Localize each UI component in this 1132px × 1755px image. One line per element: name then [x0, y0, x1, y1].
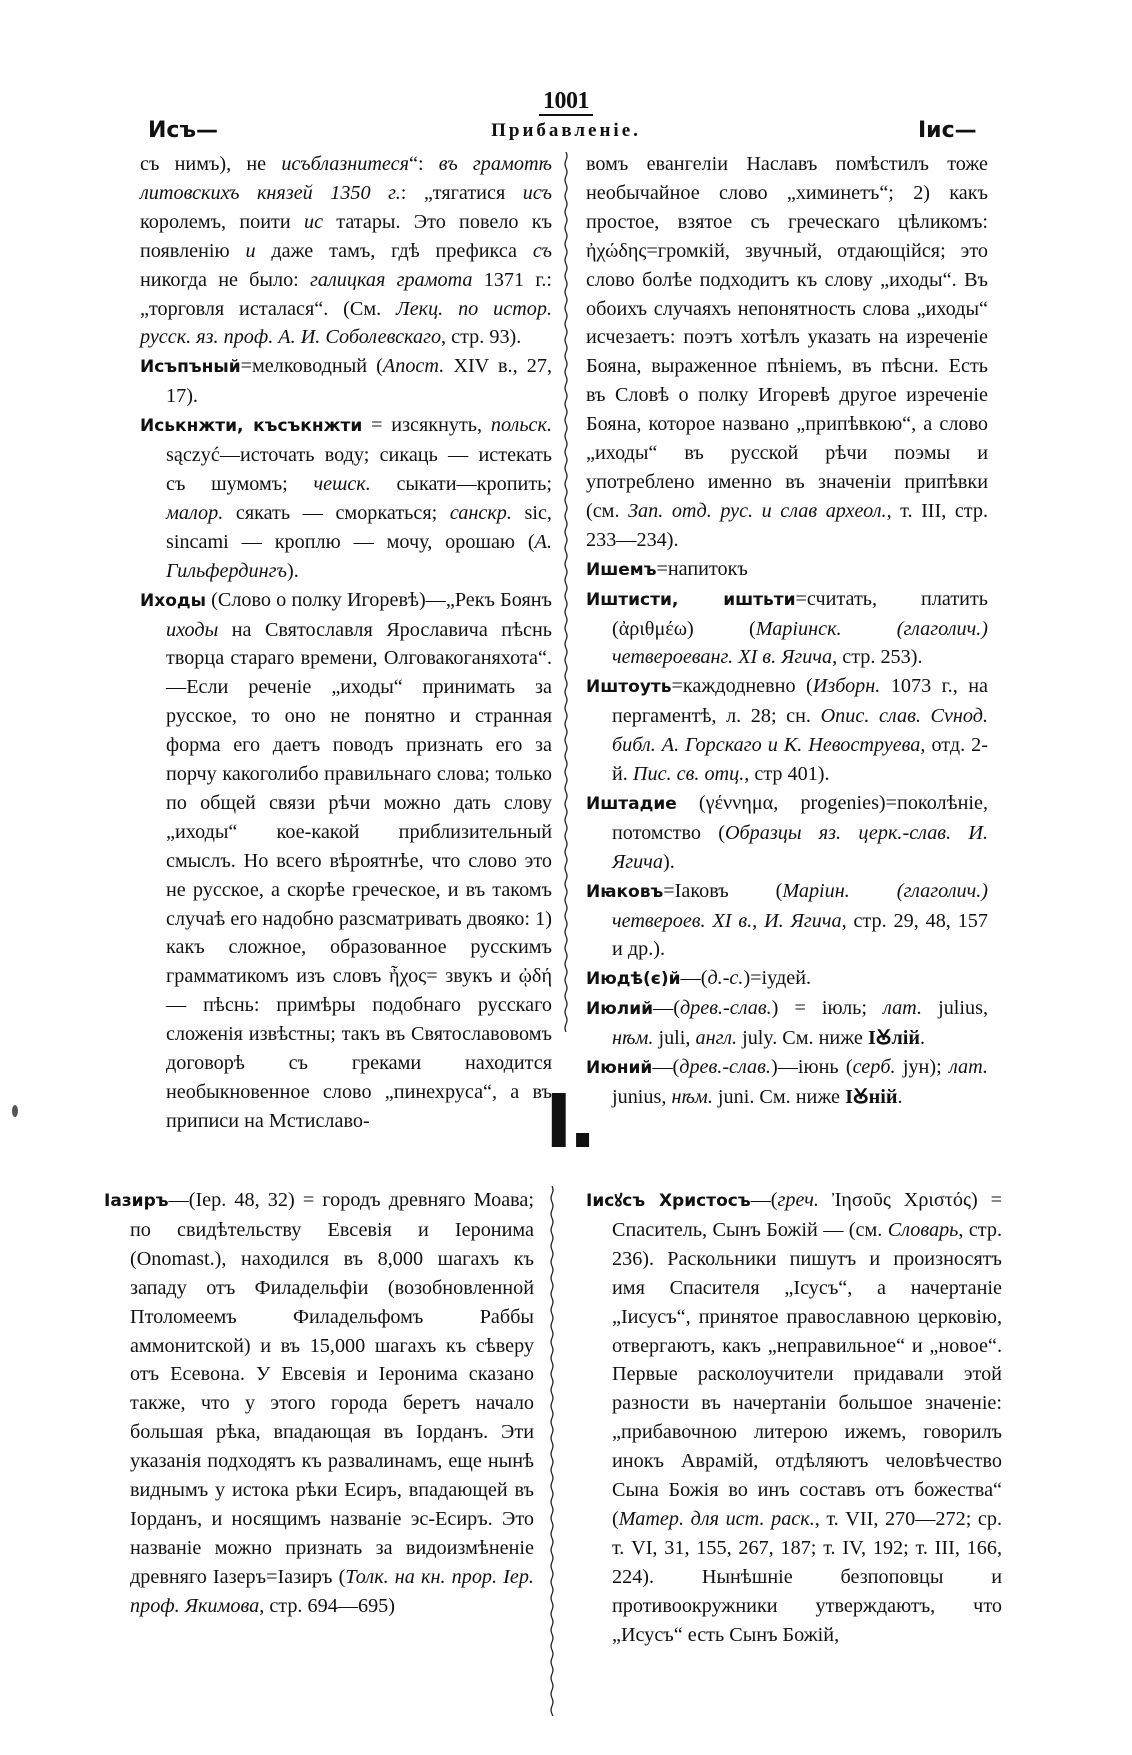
margin-mark — [12, 1105, 18, 1117]
entry-text: —(д.-с.)=іудей. — [680, 967, 812, 990]
dictionary-entry — [586, 585, 988, 673]
dictionary-entry — [104, 1186, 534, 1621]
dictionary-entry — [586, 964, 988, 994]
entry-text: =каждодневно (Изборн. 1073 г., на пергаментѣ, л. 28; сн. Опис. слав. Сvнод. библ. А. Горскаго и К. Невоструева, отд. 2-й. Пис. св. отц., стр 401). — [612, 675, 989, 786]
headword: Июдѣ(є)й — [586, 969, 681, 990]
entry-text: —(греч. Ἰησοῦς Χριστός) = Спаситель, Сынъ Божій — (см. Словарь, стр. 236). Раскольники пишутъ и произносятъ имя Спасителя „Ісусъ“, а начертаніе „Іисусъ“, принятое православною церковію, отвергаютъ, какъ „неправильное“ и „новое“. Первые расколоучители придавали этой разности въ начертаніи большое значеніе: „прибавочною литерою ижемъ, говорилъ инокъ Аврамій, отдѣляютъ человѣчество Сына Божія во инъ составъ отъ божества“ (Матер. для ист. раск., т. VII, 270—272; ср. т. VI, 31, 155, 267, 187; т. IV, 192; т. III, 166, 224). Нынѣшніе безпоповцы и противоокружники утверждаютъ, что „Исусъ“ есть Сынъ Божій, — [612, 1189, 1003, 1646]
entry-text: —(древ.-слав.) = іюль; лат. julius, нѣм. juli, англ. july. См. ниже ІꙊлій. — [612, 997, 988, 1050]
entry-text: (Слово о полку Игоревѣ)—„Рекъ Боянъ иходы на Святославля Ярославича пѣснь творца стараго времени, Олговакоганяхота“.—Если реченіе „иходы“ принимать за русское, то оно не понятно и странная форма его даетъ поводъ признать его за порчу какоголибо правильнаго слова; только по общей связи рѣчи можно дать слову „иходы“ кое-какой приблизительный смыслъ. Но всего вѣроятнѣе, что слово это не русское, а скорѣе греческое, и въ такомъ случаѣ его надобно разсматривать двояко: 1) какъ сложное, образованное русскимъ грамматикомъ изъ словъ ἦχος= звукъ и ᾠδή — пѣснь: примѣры подобнаго русскаго сложенія извѣстны; такъ въ Святославовомъ договорѣ съ греками находится необыкновенное слово „пинехруса“, а въ приписи на Мстиславо- — [166, 588, 552, 1132]
running-head — [0, 118, 1132, 148]
dictionary-entry — [140, 352, 552, 411]
dictionary-entry — [140, 411, 552, 585]
headword: Июлий — [586, 999, 654, 1020]
entry-text: —(Іер. 48, 32) = городъ древняго Моава; по свидѣтельству Евсевія и Іеронима (Onomast.), находился въ 8,000 шагахъ къ западу отъ Филадельфіи (возобновленной Птоломеемъ Филадельфомъ Раббы аммонитской) и въ 15,000 шагахъ къ сѣверу отъ Есевона. У Евсевія и Іеронима сказано также, что у этого города беретъ начало большая рѣка, впадающая въ Іорданъ. Эти указанія подходятъ къ развалинамъ, еще нынѣ виднымъ у истока рѣки Есиръ, впадающей въ Іорданъ, и носящимъ названіе эс-Есиръ. Это названіе можно признать за видоизмѣненіе древняго Іазеръ=Іазиръ (Толк. на кн. прор. Іер. проф. Якимова, стр. 694—695) — [130, 1189, 534, 1617]
headword: Иштисти, иштьти — [586, 589, 796, 610]
entry-continuation — [140, 150, 552, 352]
dictionary-entry — [586, 672, 988, 789]
divider-line — [565, 152, 567, 1032]
entry-text: (γέννημα, progenies)=поколѣніе, потомство (Образцы яз. церк.-слав. И. Ягича). — [612, 791, 988, 873]
running-head-title: Прибавленіе. — [491, 120, 641, 141]
headword: Иходы — [140, 590, 206, 611]
headword: Июний — [586, 1058, 653, 1079]
page-number — [0, 88, 1132, 116]
running-head-left: Исъ— — [148, 118, 218, 143]
entry-text: =Іаковъ (Маріин. (глаголич.) четвероев. XI в., И. Ягича, стр. 29, 48, 157 и др.). — [612, 879, 988, 961]
divider-line — [551, 1186, 553, 1716]
column-top-left — [140, 150, 552, 1136]
section-letter: I. — [545, 1079, 593, 1165]
headword: Иштоуть — [586, 677, 672, 698]
column-divider-top — [562, 152, 570, 1032]
dictionary-entry — [586, 877, 988, 965]
dictionary-entry — [586, 1186, 1002, 1650]
column-top-right — [586, 150, 988, 1112]
headword: Іазиръ — [104, 1191, 169, 1211]
entry-text: = изсякнуть, польск. sączyć—источать воду; сикаць — истекать съ шумомъ; чешск. сыкати—кропить; малор. сякать — сморкаться; санскр. sic, sincami — кроплю — мочу, орошаю (А. Гильфердингъ). — [166, 414, 552, 582]
entry-text: =мелководный (Апост. XIV в., 27, 17). — [166, 355, 552, 408]
headword: Исъпъный — [140, 357, 241, 378]
dictionary-entry — [586, 555, 988, 585]
entry-continuation — [586, 150, 988, 555]
headword: Іисꙋсъ Христосъ — [586, 1191, 751, 1211]
headword: Иськнжти, късъкнжти — [140, 416, 363, 437]
dictionary-entry — [140, 586, 552, 1136]
page-number-text: 1001 — [539, 89, 593, 116]
running-head-right: Іис— — [918, 118, 977, 143]
entry-text: вомъ евангеліи Наславъ помѣстилъ тоже необычайное слово „химинетъ“; 2) какъ простое, взятое съ греческаго цѣликомъ: ἠχώδης=громкій, звучный, отдающійся; это слово болѣе подходитъ къ слову „иходы“. Въ обоихъ случаяхъ непонятность слова „иходы“ исчезаетъ: поэтъ хотѣлъ указать на изреченіе Бояна, выраженное пѣніемъ, въ пѣсни. Есть въ Словѣ о полку Игоревѣ другое изреченіе Бояна, которое названо „припѣвкою“, а слово „иходы“ въ русской рѣчи поэмы и употреблено именно въ значеніи припѣвки (см. Зап. отд. рус. и слав археол., т. III, стр. 233—234). — [586, 153, 989, 551]
dictionary-entry — [586, 789, 988, 877]
entry-text: =считать, платить (ἀριθμέω) (Маріинск. (глаголич.) четвероеванг. XI в. Ягича, стр. 253). — [612, 587, 988, 669]
dictionary-entry — [586, 1053, 988, 1112]
column-divider-bottom — [548, 1186, 556, 1716]
headword: Ишемъ — [586, 559, 657, 580]
entry-text: съ нимъ), не исъблазнитеся“: въ грамотѣ литовскихъ князей 1350 г.: „тягатися исъ королемъ, поити ис татары. Это повело къ появленію и даже тамъ, гдѣ префикса съ никогда не было: галицкая грамота 1371 г.: „торговля исталася“. (См. Лекц. по истор. русск. яз. проф. А. И. Соболевскаго, стр. 93). — [140, 153, 553, 349]
headword: Иштадие — [586, 793, 677, 814]
column-bottom-left — [104, 1186, 534, 1621]
entry-text: —(древ.-слав.)—іюнь (серб. јун); лат. junius, нѣм. juni. См. ниже ІꙊній. — [612, 1056, 988, 1108]
dictionary-entry — [586, 994, 988, 1053]
entry-text: =напитокъ — [656, 557, 748, 580]
column-bottom-right — [586, 1186, 1002, 1650]
headword: Иꙗковъ — [586, 881, 664, 902]
